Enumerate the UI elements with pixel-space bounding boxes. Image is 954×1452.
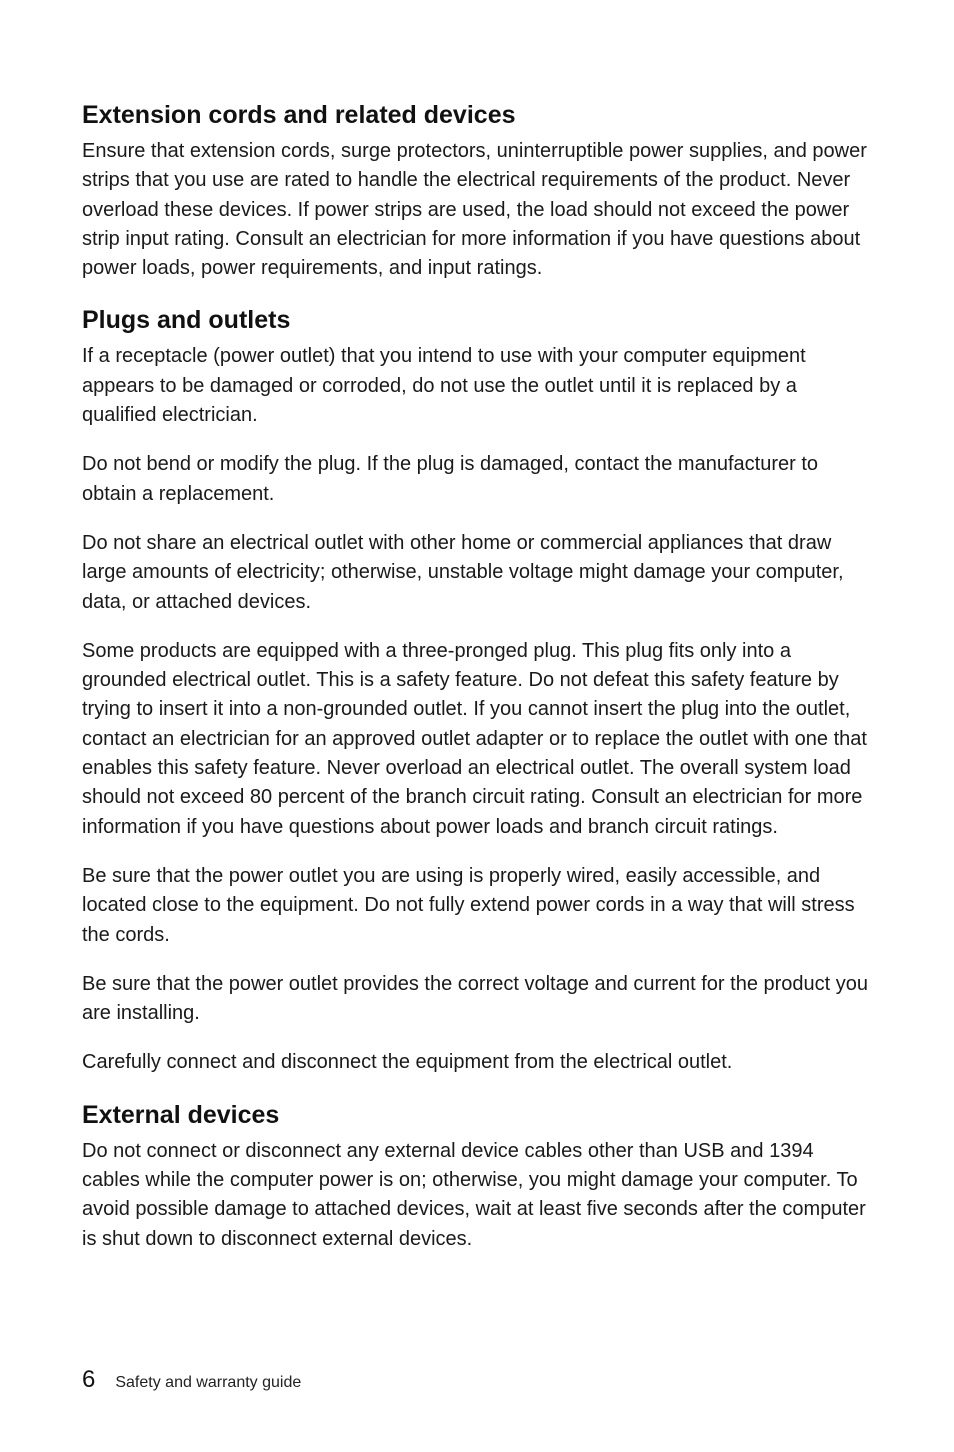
- section-external-devices: [82, 1098, 872, 1254]
- paragraph: Be sure that the power outlet you are using is properly wired, easily accessible, and located close to the equipment. Do not fully extend power cords in a way that will stress the cords.: [82, 864, 855, 946]
- document-title: Safety and warranty guide: [115, 1374, 302, 1391]
- paragraph: Do not share an electrical outlet with other home or commercial appliances that draw large amounts of electricity; otherwise, unstable voltage might damage your computer, data, or attached devices.: [82, 531, 844, 613]
- section-extension-cords: [82, 98, 872, 283]
- section-plugs-and-outlets: [82, 303, 872, 1077]
- document-body: [82, 98, 872, 1274]
- section-heading: Plugs and outlets: [82, 306, 291, 335]
- paragraph: Some products are equipped with a three-pronged plug. This plug fits only into a grounded electrical outlet. This is a safety feature. Do not defeat this safety feature by trying to insert it into a non-grounded outlet. If you cannot insert the plug into the outlet, contact an electrician for an approved outlet adapter or to replace the outlet with one that enables this safety feature. Never overload an electrical outlet. The overall system load should not exceed 80 percent of the branch circuit rating. Consult an electrician for more information if you have questions about power loads and branch circuit ratings.: [82, 639, 867, 838]
- paragraph: Ensure that extension cords, surge protectors, uninterruptible power supplies, and power strips that you use are rated to handle the electrical requirements of the product. Never overload these devices. If power strips are used, the load should not exceed the power strip input rating. Consult an electrician for more information if you have questions about power loads, power requirements, and input ratings.: [82, 140, 867, 280]
- paragraph: Carefully connect and disconnect the equipment from the electrical outlet.: [82, 1051, 733, 1074]
- section-heading: External devices: [82, 1100, 280, 1129]
- page-number: 6: [82, 1366, 96, 1393]
- paragraph: If a receptacle (power outlet) that you intend to use with your computer equipment appears to be damaged or corroded, do not use the outlet until it is replaced by a qualified electrician.: [82, 345, 806, 427]
- page-footer: [82, 1366, 301, 1394]
- paragraph: Be sure that the power outlet provides the correct voltage and current for the product you are installing.: [82, 972, 869, 1025]
- paragraph: Do not bend or modify the plug. If the plug is damaged, contact the manufacturer to obtain a replacement.: [82, 453, 818, 505]
- paragraph: Do not connect or disconnect any external device cables other than USB and 1394 cables while the computer power is on; otherwise, you might damage your computer. To avoid possible damage to attached devices, wait at least five seconds after the computer is shut down to disconnect external devices.: [82, 1139, 866, 1250]
- section-heading: Extension cords and related devices: [82, 101, 516, 129]
